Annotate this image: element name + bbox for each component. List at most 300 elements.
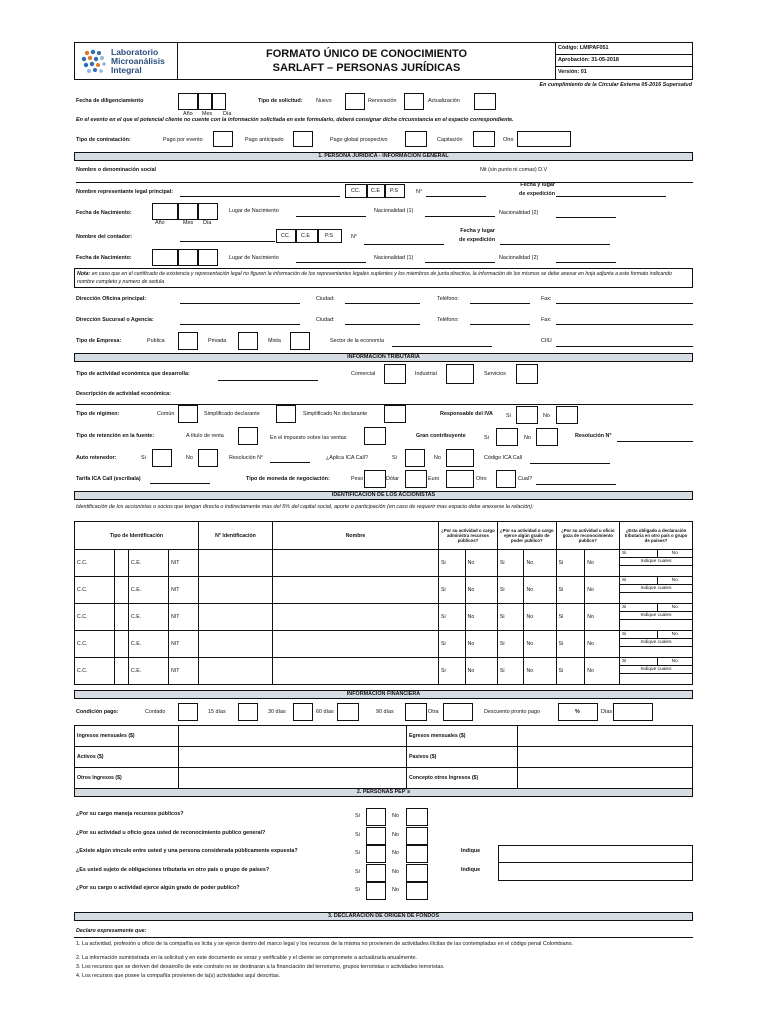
descripcion-label: Descripción de actividad económica: bbox=[76, 391, 171, 397]
privada-checkbox[interactable] bbox=[238, 332, 258, 350]
dir-principal-label: Dirección Oficina principal: bbox=[76, 296, 147, 302]
section-origen-title: 3. DECLARACIÓN DE ORIGEN DE FONDOS bbox=[74, 912, 693, 921]
acc-num-id-input[interactable] bbox=[199, 550, 273, 577]
rep-fecha-exp-line2: de expedición bbox=[519, 191, 555, 197]
gran-contrib-label: Gran contribuyente bbox=[416, 433, 466, 439]
acc-q3-no[interactable]: No bbox=[585, 577, 620, 604]
auto-resolucion-label: Resolución N° bbox=[229, 455, 264, 461]
d30-label: 30 días bbox=[268, 709, 286, 715]
acc-q1-si[interactable]: Si bbox=[439, 658, 466, 685]
accionista-row bbox=[75, 550, 693, 577]
titulo-renta-label: A título de renta bbox=[186, 433, 224, 439]
acc-q4-no[interactable]: No bbox=[671, 605, 678, 610]
acc-q4-si[interactable]: Si bbox=[620, 631, 658, 638]
pep-question-text: ¿Existe algún vinculo entre usted y una persona considerada públicamente expuesta? bbox=[76, 848, 298, 854]
rep-fecha-exp-label bbox=[515, 182, 555, 197]
acc-nit-label: NIT bbox=[169, 604, 199, 631]
acc-cc-label: C.C. bbox=[75, 604, 115, 631]
dias-input[interactable] bbox=[613, 703, 653, 721]
acc-cc-checkbox[interactable] bbox=[115, 550, 129, 577]
pep-indique-label: Indique bbox=[461, 848, 481, 854]
auto-no-label: No bbox=[186, 455, 193, 461]
rep-lugar-nac-input[interactable] bbox=[296, 216, 366, 217]
rep-n-label: N° bbox=[416, 189, 423, 195]
fax2-label: Fax: bbox=[541, 317, 552, 323]
acc-q4-si[interactable]: Si bbox=[620, 604, 658, 611]
pasivos-label: Pasivos ($) bbox=[407, 747, 518, 768]
ciiu-label: CIIU bbox=[541, 338, 552, 344]
actividad-input[interactable] bbox=[218, 380, 318, 381]
telefono1-input[interactable] bbox=[470, 303, 530, 304]
rep-nac2-input[interactable] bbox=[556, 217, 616, 218]
cont-nac-dia-box[interactable] bbox=[198, 249, 218, 266]
nota-box bbox=[74, 268, 693, 288]
fecha-dia-box[interactable] bbox=[212, 93, 226, 110]
pep-si-checkbox[interactable] bbox=[366, 808, 386, 826]
moneda-otro-checkbox[interactable] bbox=[496, 470, 516, 488]
pep-indique-input[interactable] bbox=[498, 845, 693, 881]
acc-q2-si[interactable]: Si bbox=[497, 604, 524, 631]
acc-q3-no[interactable]: No bbox=[585, 550, 620, 577]
concepto-label: Concepto otros Ingresos ($) bbox=[407, 768, 518, 789]
otra-input[interactable] bbox=[443, 703, 473, 721]
pep-no-checkbox[interactable] bbox=[406, 808, 428, 826]
gc-no-label: No bbox=[524, 435, 531, 441]
telefono1-label: Teléfono: bbox=[437, 296, 459, 302]
tipo-empresa-label: Tipo de Empresa: bbox=[76, 338, 122, 344]
acc-q4-si[interactable]: Si bbox=[620, 550, 658, 557]
titulo-renta-checkbox[interactable] bbox=[238, 427, 258, 445]
logo-text bbox=[111, 48, 165, 75]
auto-si-checkbox[interactable] bbox=[152, 449, 172, 467]
dia-label: Día bbox=[223, 111, 232, 117]
publica-checkbox[interactable] bbox=[178, 332, 198, 350]
d15-checkbox[interactable] bbox=[238, 703, 258, 721]
acc-q4-si[interactable]: Si bbox=[620, 577, 658, 584]
acc-nit-label: NIT bbox=[169, 577, 199, 604]
cont-cc-box[interactable] bbox=[276, 229, 296, 243]
cont-nac2-input[interactable] bbox=[556, 262, 616, 263]
d60-checkbox[interactable] bbox=[337, 703, 359, 721]
renovacion-checkbox[interactable] bbox=[404, 93, 424, 110]
gc-si-checkbox[interactable] bbox=[496, 428, 518, 446]
acc-num-id-input[interactable] bbox=[199, 604, 273, 631]
logo-line2: Microanálisis bbox=[111, 56, 165, 66]
acc-nombre-input[interactable] bbox=[273, 577, 439, 604]
acc-q1-si[interactable]: Si bbox=[439, 604, 466, 631]
iva-no-label: No bbox=[543, 413, 550, 419]
acc-q3-no[interactable]: No bbox=[585, 658, 620, 685]
cont-cc-label: CC. bbox=[281, 233, 291, 239]
pep-no-label: No bbox=[392, 850, 399, 856]
comun-label: Común bbox=[157, 411, 175, 417]
acc-q3-no[interactable]: No bbox=[585, 631, 620, 658]
doc-control bbox=[556, 43, 693, 79]
ica-no-label: No bbox=[434, 455, 441, 461]
mes-label: Mes bbox=[202, 111, 213, 117]
rep-fecha-nac-label: Fecha de Nacimiento: bbox=[76, 210, 132, 216]
acc-q4-cell[interactable] bbox=[620, 550, 693, 577]
dir-sucursal-input[interactable] bbox=[180, 324, 300, 325]
simp-decl-label: Simplificado declarante bbox=[204, 411, 260, 417]
acc-nombre-input[interactable] bbox=[273, 604, 439, 631]
acc-cc-checkbox[interactable] bbox=[115, 658, 129, 685]
accionistas-header-row bbox=[75, 522, 693, 550]
fax1-label: Fax: bbox=[541, 296, 552, 302]
pep-no-checkbox[interactable] bbox=[406, 882, 428, 900]
col-declaracion-tributaria: ¿Esta obligado a declaración tributaria en otro país o grupo de países? bbox=[620, 522, 693, 550]
acc-q2-no[interactable]: No bbox=[524, 658, 556, 685]
acc-q4-no[interactable]: No bbox=[671, 578, 678, 583]
nit-label: Nit (sin punto ni comas) D.V bbox=[480, 167, 548, 173]
acc-q2-no[interactable]: No bbox=[524, 577, 556, 604]
pep-si-checkbox[interactable] bbox=[366, 864, 386, 882]
telefono2-label: Teléfono: bbox=[437, 317, 459, 323]
pep-si-label: Si bbox=[355, 868, 360, 875]
acc-q2-si[interactable]: Si bbox=[497, 658, 524, 685]
resolucion-label: Resolución N° bbox=[575, 433, 612, 439]
acc-num-id-input[interactable] bbox=[199, 631, 273, 658]
renovacion-label: Renovación bbox=[368, 98, 397, 104]
simp-no-decl-label: Simplificado No declarante bbox=[303, 411, 368, 417]
ica-si-label: Si bbox=[392, 455, 397, 461]
pep-si-checkbox[interactable] bbox=[366, 882, 386, 900]
simp-no-decl-checkbox[interactable] bbox=[384, 405, 406, 423]
fecha-mes-box[interactable] bbox=[198, 93, 212, 110]
cont-n-label: N° bbox=[351, 234, 358, 240]
acc-q1-si[interactable]: Si bbox=[439, 550, 466, 577]
acc-ce-label: C.E. bbox=[129, 631, 169, 658]
ingresos-input[interactable] bbox=[179, 726, 407, 747]
acc-q3-si[interactable]: Si bbox=[556, 550, 585, 577]
rep-nac1-label: Nacionalidad (1) bbox=[374, 208, 414, 214]
dolar-checkbox[interactable] bbox=[405, 470, 427, 488]
acc-cc-label: C.C. bbox=[75, 631, 115, 658]
pep-question-text: ¿Es usted sujeto de obligaciones tributaria en otro país o grupo de países? bbox=[76, 866, 270, 873]
acc-q4-indique[interactable]: Indique cuales bbox=[620, 558, 692, 566]
pep-no-label: No bbox=[392, 868, 399, 875]
ciudad2-input[interactable] bbox=[345, 324, 420, 325]
pep-si-label: Si bbox=[355, 831, 360, 838]
otros-ingresos-input[interactable] bbox=[179, 768, 407, 789]
acc-cc-checkbox[interactable] bbox=[115, 604, 129, 631]
pago-global-label: Pago global prospectivo bbox=[330, 137, 388, 143]
acc-q4-cell[interactable] bbox=[620, 658, 693, 685]
d15-label: 15 días bbox=[208, 709, 226, 715]
acc-q1-si[interactable]: Si bbox=[439, 577, 466, 604]
financiera-table bbox=[74, 725, 693, 789]
acc-q4-indique[interactable]: Indique cuales bbox=[620, 612, 692, 620]
retencion-label: Tipo de retención en la fuente: bbox=[76, 433, 155, 439]
capitacion-checkbox[interactable] bbox=[473, 131, 495, 147]
auto-no-checkbox[interactable] bbox=[198, 449, 218, 467]
declaracion-1: 1. La actividad, profesión u oficio de la compañía es licita y se ejerce dentro del marco legal y los recursos de la misma no provienen de actividades ilícitas de las contempladas en el código penal Colombiano. bbox=[76, 941, 574, 947]
comercial-checkbox[interactable] bbox=[384, 364, 406, 384]
acc-q1-no[interactable]: No bbox=[465, 631, 497, 658]
fax2-input[interactable] bbox=[556, 324, 693, 325]
acc-q3-si[interactable]: Si bbox=[556, 604, 585, 631]
acc-q1-no[interactable]: No bbox=[465, 604, 497, 631]
iva-si-checkbox[interactable] bbox=[516, 406, 538, 424]
actividad-label: Tipo de actividad económica que desarrolla: bbox=[76, 371, 190, 377]
declaracion-2: 2. La información suministrada en la solicitud y en este documento es veraz y verificable y el cliente se compromete a actualizarla anualmente. bbox=[76, 955, 417, 961]
section-accionistas-title: IDENTIFICACIÓN DE LOS ACCIONISTAS bbox=[74, 491, 693, 500]
rep-cc-box[interactable] bbox=[345, 184, 367, 198]
version: Versión: 01 bbox=[558, 69, 587, 75]
acc-q3-no[interactable]: No bbox=[585, 604, 620, 631]
descuento-label: Descuento pronto pago bbox=[484, 709, 541, 715]
acc-q4-no[interactable]: No bbox=[671, 632, 678, 637]
acc-nombre-input[interactable] bbox=[273, 658, 439, 685]
rep-ce-label: C.E bbox=[371, 188, 380, 194]
acc-q4-no[interactable]: No bbox=[671, 659, 678, 664]
acc-q4-no[interactable]: No bbox=[671, 551, 678, 556]
actualizacion-label: Actualización bbox=[428, 98, 460, 104]
rep-lugar-nac-label: Lugar de Nacimiento bbox=[229, 208, 279, 214]
servicios-checkbox[interactable] bbox=[516, 364, 538, 384]
cont-lugar-nac-label: Lugar de Nacimiento bbox=[229, 255, 279, 261]
rep-nac-dia-box[interactable] bbox=[198, 203, 218, 220]
cont-nac-mes-box[interactable] bbox=[178, 249, 198, 266]
accionista-row bbox=[75, 658, 693, 685]
cont-fecha-nac-label: Fecha de Nacimiento: bbox=[76, 255, 132, 261]
acc-cc-label: C.C. bbox=[75, 658, 115, 685]
acc-q4-indique[interactable]: Indique cuales bbox=[620, 585, 692, 593]
comun-checkbox[interactable] bbox=[178, 405, 198, 423]
acc-q1-si[interactable]: Si bbox=[439, 631, 466, 658]
cont-ce-label: C.E bbox=[301, 233, 310, 239]
otros-ingresos-label: Otros Ingresos ($) bbox=[75, 768, 179, 789]
acc-q3-si[interactable]: Si bbox=[556, 631, 585, 658]
acc-q3-si[interactable]: Si bbox=[556, 577, 585, 604]
ica-no-checkbox[interactable] bbox=[446, 449, 474, 467]
col-reconocimiento: ¿Por su actividad u oficio goza de reconocimiento publico? bbox=[556, 522, 619, 550]
acc-cc-checkbox[interactable] bbox=[115, 631, 129, 658]
evento-note: En el evento en el que el potencial cliente no cuente con la información solicitada en este formulario, deberá consignar dicha circunstancia en el espacio correspondiente. bbox=[76, 117, 514, 123]
rep-nac-ano-box[interactable] bbox=[152, 203, 178, 220]
nota-text: en caso que en el certificado de existencia y representación legal no figuren la información de los representantes legales suplentes y los miembros de junta directiva, la información de los mismos se debe anexar en hoja adjunta a este formato indicando nombre completo y numero de sedula bbox=[77, 271, 672, 285]
nombre-razon-label: Nombre o denominación social bbox=[76, 167, 156, 173]
cual-label: Cual? bbox=[518, 476, 533, 482]
cont-fecha-exp-input[interactable] bbox=[500, 244, 610, 245]
egresos-input[interactable] bbox=[518, 726, 693, 747]
sector-input[interactable] bbox=[392, 346, 492, 347]
acc-q4-cell[interactable] bbox=[620, 631, 693, 658]
activos-input[interactable] bbox=[179, 747, 407, 768]
otro-input[interactable] bbox=[517, 131, 571, 147]
pago-anticipado-checkbox[interactable] bbox=[293, 131, 313, 147]
acc-q2-si[interactable]: Si bbox=[497, 550, 524, 577]
acc-q2-no[interactable]: No bbox=[524, 631, 556, 658]
pep-si-label: Si bbox=[355, 813, 360, 819]
accionista-row bbox=[75, 604, 693, 631]
nuevo-checkbox[interactable] bbox=[345, 93, 365, 110]
rep-fecha-exp-line1: Fecha y lugar bbox=[520, 182, 555, 188]
rep-n-input[interactable] bbox=[426, 196, 486, 197]
autoretenedor-label: Auto retenedor: bbox=[76, 455, 117, 461]
acc-q3-si[interactable]: Si bbox=[556, 658, 585, 685]
acc-num-id-input[interactable] bbox=[199, 658, 273, 685]
pago-evento-checkbox[interactable] bbox=[213, 131, 233, 147]
acc-q2-no[interactable]: No bbox=[524, 604, 556, 631]
rep-fecha-exp-input[interactable] bbox=[556, 196, 666, 197]
impuesto-ventas-checkbox[interactable] bbox=[364, 427, 386, 445]
form-header bbox=[74, 42, 693, 80]
ano-label: Año bbox=[183, 111, 193, 117]
simp-decl-checkbox[interactable] bbox=[276, 405, 296, 423]
pep-si-checkbox[interactable] bbox=[366, 845, 386, 863]
declaracion-3: 3. Los recursos que se deriven del desarrollo de este contrato no se destinaran a la financiación del terrorismo, grupos terroristas o actividades terroristas. bbox=[76, 964, 445, 970]
auto-si-label: Si bbox=[141, 455, 146, 461]
d90-label: 90 días bbox=[376, 709, 394, 715]
contador-label: Nombre del contador: bbox=[76, 234, 133, 240]
rep-nac2-label: Nacionalidad (2) bbox=[499, 210, 539, 216]
otro-label: Otro bbox=[503, 137, 514, 143]
acc-q4-indique[interactable]: Indique cuales bbox=[620, 666, 692, 674]
pep-si-checkbox[interactable] bbox=[366, 827, 386, 845]
cont-nac1-input[interactable] bbox=[425, 262, 495, 263]
rep-nac-mes-box[interactable] bbox=[178, 203, 198, 220]
euro-checkbox[interactable] bbox=[446, 470, 474, 488]
pep-question-text: ¿Por su cargo maneja recursos públicos? bbox=[76, 811, 184, 817]
fecha-diligenciamiento-label: Fecha de diligenciamiento bbox=[76, 98, 144, 104]
pasivos-input[interactable] bbox=[518, 747, 693, 768]
logo-line3: Integral bbox=[111, 65, 142, 75]
cont-nac-ano-box[interactable] bbox=[152, 249, 178, 266]
acc-q1-no[interactable]: No bbox=[465, 577, 497, 604]
form-title bbox=[178, 47, 555, 75]
cont-lugar-nac-input[interactable] bbox=[296, 262, 366, 263]
acc-nombre-input[interactable] bbox=[273, 631, 439, 658]
representante-input[interactable] bbox=[180, 196, 340, 197]
cont-fecha-exp-line2: de expedición bbox=[459, 237, 495, 243]
peso-label: Peso bbox=[351, 476, 364, 482]
acc-q1-no[interactable]: No bbox=[465, 658, 497, 685]
telefono2-input[interactable] bbox=[470, 324, 530, 325]
ciudad1-input[interactable] bbox=[345, 303, 420, 304]
egresos-label: Egresos mensuales ($) bbox=[407, 726, 518, 747]
pep-no-label: No bbox=[392, 813, 399, 819]
nombre-razon-input[interactable] bbox=[76, 182, 693, 183]
cont-n-input[interactable] bbox=[364, 244, 444, 245]
fin-row-1 bbox=[75, 726, 693, 747]
otra-label: Otra bbox=[428, 709, 439, 715]
logo bbox=[79, 47, 179, 77]
pep-no-label: No bbox=[392, 831, 399, 838]
dir-principal-input[interactable] bbox=[180, 303, 300, 304]
d90-checkbox[interactable] bbox=[405, 703, 427, 721]
contador-input[interactable] bbox=[180, 241, 275, 242]
codigo-ica-input[interactable] bbox=[530, 463, 610, 464]
acc-cc-checkbox[interactable] bbox=[115, 577, 129, 604]
codigo-ica-label: Código ICA Call bbox=[484, 455, 523, 461]
tarifa-ica-input[interactable] bbox=[150, 483, 210, 484]
dias-label: Días bbox=[601, 709, 613, 715]
contado-checkbox[interactable] bbox=[178, 703, 198, 721]
iva-no-checkbox[interactable] bbox=[556, 406, 578, 424]
servicios-label: Servicios bbox=[484, 371, 506, 377]
comercial-label: Comercial bbox=[351, 371, 376, 377]
dolar-label: Dólar bbox=[386, 476, 399, 482]
fin-row-3 bbox=[75, 768, 693, 789]
acc-ce-label: C.E. bbox=[129, 604, 169, 631]
acc-q4-indique[interactable]: Indique cuales bbox=[620, 639, 692, 647]
logo-line1: Laboratorio bbox=[111, 47, 159, 57]
ciudad2-label: Ciudad: bbox=[316, 317, 335, 323]
col-nombre: Nombre bbox=[273, 522, 439, 550]
d60-label: 60 días bbox=[316, 709, 334, 715]
logo-dots-icon bbox=[79, 47, 111, 77]
cont-ce-box[interactable] bbox=[296, 229, 318, 243]
acc-q1-no[interactable]: No bbox=[465, 550, 497, 577]
descuento-pct-input[interactable] bbox=[558, 703, 598, 721]
pep-no-checkbox[interactable] bbox=[406, 845, 428, 863]
concepto-input[interactable] bbox=[518, 768, 693, 789]
ingresos-label: Ingresos mensuales ($) bbox=[75, 726, 179, 747]
tipo-contratacion-label: Tipo de contratación: bbox=[76, 137, 131, 143]
cont-nac2-label: Nacionalidad (2) bbox=[499, 255, 539, 261]
rep-nac1-input[interactable] bbox=[425, 216, 495, 217]
gc-no-checkbox[interactable] bbox=[536, 428, 558, 446]
acc-nombre-input[interactable] bbox=[273, 550, 439, 577]
col-poder-publico: ¿Por su actividad o cargo ejerce algún grado de poder publico? bbox=[497, 522, 556, 550]
cual-input[interactable] bbox=[536, 484, 616, 485]
ica-si-checkbox[interactable] bbox=[405, 449, 425, 467]
sector-label: Sector de la economía bbox=[330, 338, 384, 344]
resolucion-input[interactable] bbox=[617, 441, 693, 442]
fax1-input[interactable] bbox=[556, 303, 693, 304]
accionistas-table bbox=[74, 521, 693, 685]
cont-nac1-label: Nacionalidad (1) bbox=[374, 255, 414, 261]
pep-no-checkbox[interactable] bbox=[406, 864, 428, 882]
rep-ce-box[interactable] bbox=[367, 184, 385, 198]
cont-fecha-exp-label bbox=[455, 228, 495, 243]
acc-q2-si[interactable]: Si bbox=[497, 577, 524, 604]
d30-checkbox[interactable] bbox=[293, 703, 313, 721]
acc-num-id-input[interactable] bbox=[199, 577, 273, 604]
pago-global-checkbox[interactable] bbox=[405, 131, 427, 147]
ciiu-input[interactable] bbox=[556, 346, 693, 347]
acc-q2-si[interactable]: Si bbox=[497, 631, 524, 658]
auto-resolucion-input[interactable] bbox=[270, 462, 310, 463]
euro-label: Euro bbox=[428, 476, 440, 482]
acc-q4-cell[interactable] bbox=[620, 577, 693, 604]
fin-row-2 bbox=[75, 747, 693, 768]
industrial-label: Industrial bbox=[415, 371, 437, 377]
section-tributaria-title: INFORMACION TRIBUTARIA bbox=[74, 353, 693, 362]
actualizacion-checkbox[interactable] bbox=[474, 93, 496, 110]
pep-question-text: ¿Por su actividad u oficio goza usted de reconocimiento publico general? bbox=[76, 829, 266, 836]
pep-question-text: ¿Por su cargo o actividad ejerce algún grado de poder publico? bbox=[76, 885, 240, 891]
acc-cc-label: C.C. bbox=[75, 550, 115, 577]
acc-q4-si[interactable]: Si bbox=[620, 658, 658, 665]
acc-q4-cell[interactable] bbox=[620, 604, 693, 631]
cont-ps-box[interactable] bbox=[318, 229, 342, 243]
aplica-ica-label: ¿Aplica ICA Call? bbox=[326, 455, 368, 461]
pep-no-checkbox[interactable] bbox=[406, 827, 428, 845]
acc-q2-no[interactable]: No bbox=[524, 550, 556, 577]
fecha-ano-box[interactable] bbox=[178, 93, 198, 110]
mixta-checkbox[interactable] bbox=[290, 332, 310, 350]
title-line1: FORMATO ÚNICO DE CONOCIMIENTO bbox=[265, 48, 468, 60]
iva-si-label: Si bbox=[506, 413, 511, 419]
peso-checkbox[interactable] bbox=[364, 470, 386, 488]
activos-label: Activos ($) bbox=[75, 747, 179, 768]
acc-nit-label: NIT bbox=[169, 658, 199, 685]
nuevo-label: Nuevo bbox=[316, 98, 332, 104]
rep-ps-box[interactable] bbox=[385, 184, 405, 198]
industrial-checkbox[interactable] bbox=[446, 364, 474, 384]
